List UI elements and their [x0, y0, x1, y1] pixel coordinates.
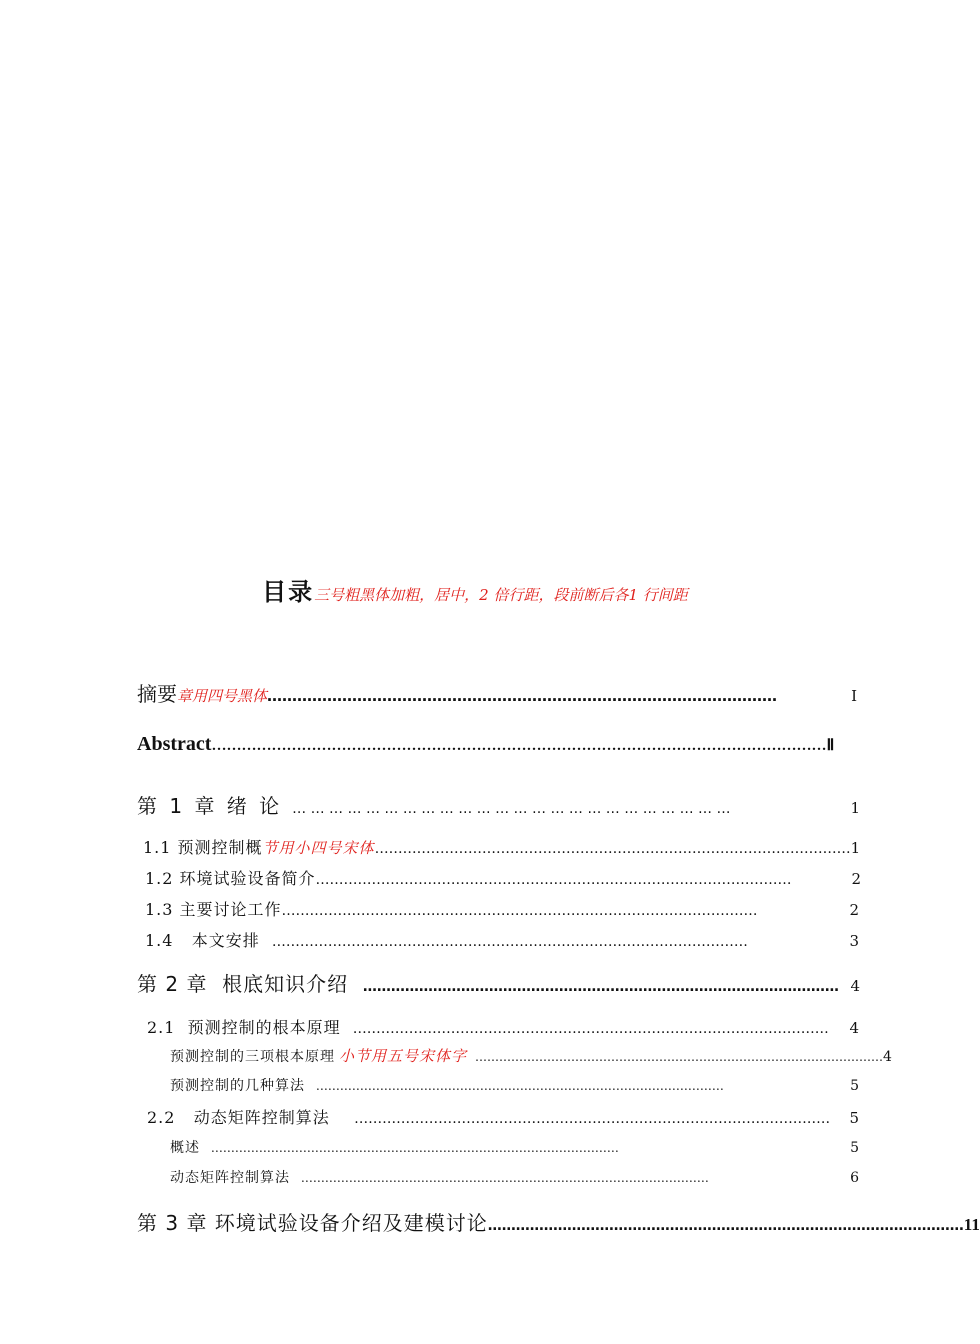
toc-dot-leader: ………………………………………………………………………………………… — [271, 934, 748, 950]
toc-entry-label: Abstract — [137, 733, 212, 755]
toc-entry-label: 第 1 章 绪 论 — [137, 794, 283, 818]
toc-dot-leader: ………………………………………………………………………………………… — [374, 841, 851, 857]
toc-entry-label: 第 3 章 环境试验设备介绍及建模讨论 — [137, 1211, 488, 1235]
toc-entry-label: 1.3 主要讨论工作 — [145, 900, 282, 919]
toc-page-number: 5 — [849, 1109, 860, 1127]
toc-entry-chapter-3[interactable] — [137, 1207, 980, 1236]
toc-entry-abstract-cn[interactable] — [137, 678, 857, 707]
toc-entry-label: 预测控制的几种算法 — [170, 1078, 316, 1094]
toc-page-number: 11 — [963, 1215, 980, 1234]
toc-entry-label: 摘要 — [137, 682, 177, 706]
toc-dot-leader: … … … … … … … … … … … … … … … … … … … … … … … … — [292, 801, 731, 817]
toc-dot-leader: ………………………………………………………………………………………… — [487, 1218, 964, 1234]
toc-title-main-right: 录 — [288, 578, 315, 606]
toc-page-number: 5 — [850, 1140, 860, 1156]
toc-title-format-note: 三号粗黑体加粗，居中，2 倍行距，段前断后各1 行间距 — [314, 586, 688, 604]
toc-title-main-left: 目 — [262, 578, 289, 606]
toc-entry-label: 2.2 动态矩阵控制算法 — [147, 1108, 355, 1127]
toc-page-number: 3 — [849, 932, 860, 950]
toc-entry-subsection-2-2-2[interactable] — [170, 1167, 860, 1187]
toc-dot-leader: ………………………………………………………………………………………… — [315, 1079, 724, 1093]
toc-entry-subsection-2-2-1[interactable] — [170, 1137, 860, 1157]
toc-entry-format-note: 小节用五号宋体字 — [339, 1047, 468, 1065]
toc-page-number: 1 — [850, 799, 860, 817]
toc-dot-leader: …………………………………………………………………………………………………………… — [211, 738, 827, 754]
toc-page-number: 2 — [849, 901, 860, 919]
toc-entry-section-1-3[interactable] — [145, 897, 860, 920]
toc-entry-label: 1.4 本文安排 — [145, 931, 272, 950]
toc-page-number: 4 — [850, 977, 860, 995]
toc-page-number: 4 — [883, 1049, 893, 1065]
toc-entry-section-1-1[interactable] — [143, 835, 860, 858]
toc-page-number: 4 — [849, 1019, 860, 1037]
toc-entry-label: 预测控制的三项根本原理 — [170, 1049, 335, 1065]
toc-entry-section-2-2[interactable] — [147, 1105, 860, 1128]
toc-entry-label: 2.1 预测控制的根本原理 — [147, 1018, 353, 1037]
toc-entry-chapter-1[interactable] — [137, 790, 860, 819]
toc-entry-section-1-2[interactable] — [145, 866, 862, 889]
toc-entry-label: 1.2 环境试验设备简介 — [145, 869, 316, 888]
toc-dot-leader: ………………………………………………………………………………………… — [352, 1021, 829, 1037]
toc-page-number: 2 — [851, 870, 862, 888]
toc-dot-leader: ………………………………………………………………………………………… — [362, 979, 839, 995]
toc-entry-subsection-2-1-1[interactable] — [170, 1045, 893, 1066]
toc-entry-format-note: 节用小四号宋体 — [262, 839, 375, 857]
toc-entry-format-note: 章用四号黑体 — [177, 687, 268, 705]
toc-dot-leader: ………………………………………………………………………………………… — [267, 687, 778, 705]
toc-dot-leader: ………………………………………………………………………………………… — [210, 1141, 619, 1155]
toc-entry-subsection-2-1-2[interactable] — [170, 1075, 860, 1095]
toc-dot-leader: ………………………………………………………………………………………… — [315, 872, 792, 888]
toc-dot-leader: ………………………………………………………………………………………… — [300, 1171, 709, 1185]
toc-page-number: 6 — [850, 1170, 860, 1186]
toc-dot-leader: ………………………………………………………………………………………… — [281, 903, 758, 919]
toc-dot-leader: ………………………………………………………………………………………… — [354, 1111, 831, 1127]
toc-entry-label: 概述 — [170, 1140, 211, 1156]
toc-page-number: Ⅱ — [826, 737, 835, 754]
toc-page-number: 5 — [850, 1078, 860, 1094]
toc-entry-label: 动态矩阵控制算法 — [170, 1170, 301, 1186]
toc-entry-chapter-2[interactable] — [137, 968, 860, 997]
toc-title — [0, 572, 950, 607]
toc-entry-section-2-1[interactable] — [147, 1015, 860, 1038]
toc-entry-section-1-4[interactable] — [145, 928, 860, 951]
toc-entry-label: 1.1 预测控制概 — [143, 838, 263, 857]
toc-dot-leader: ………………………………………………………………………………………… — [475, 1050, 884, 1064]
toc-page-number: Ⅰ — [851, 687, 857, 705]
toc-entry-abstract-en[interactable] — [137, 733, 835, 756]
toc-entry-label: 第 2 章 根底知识介绍 — [137, 972, 363, 996]
toc-page-number: 1 — [850, 839, 862, 857]
